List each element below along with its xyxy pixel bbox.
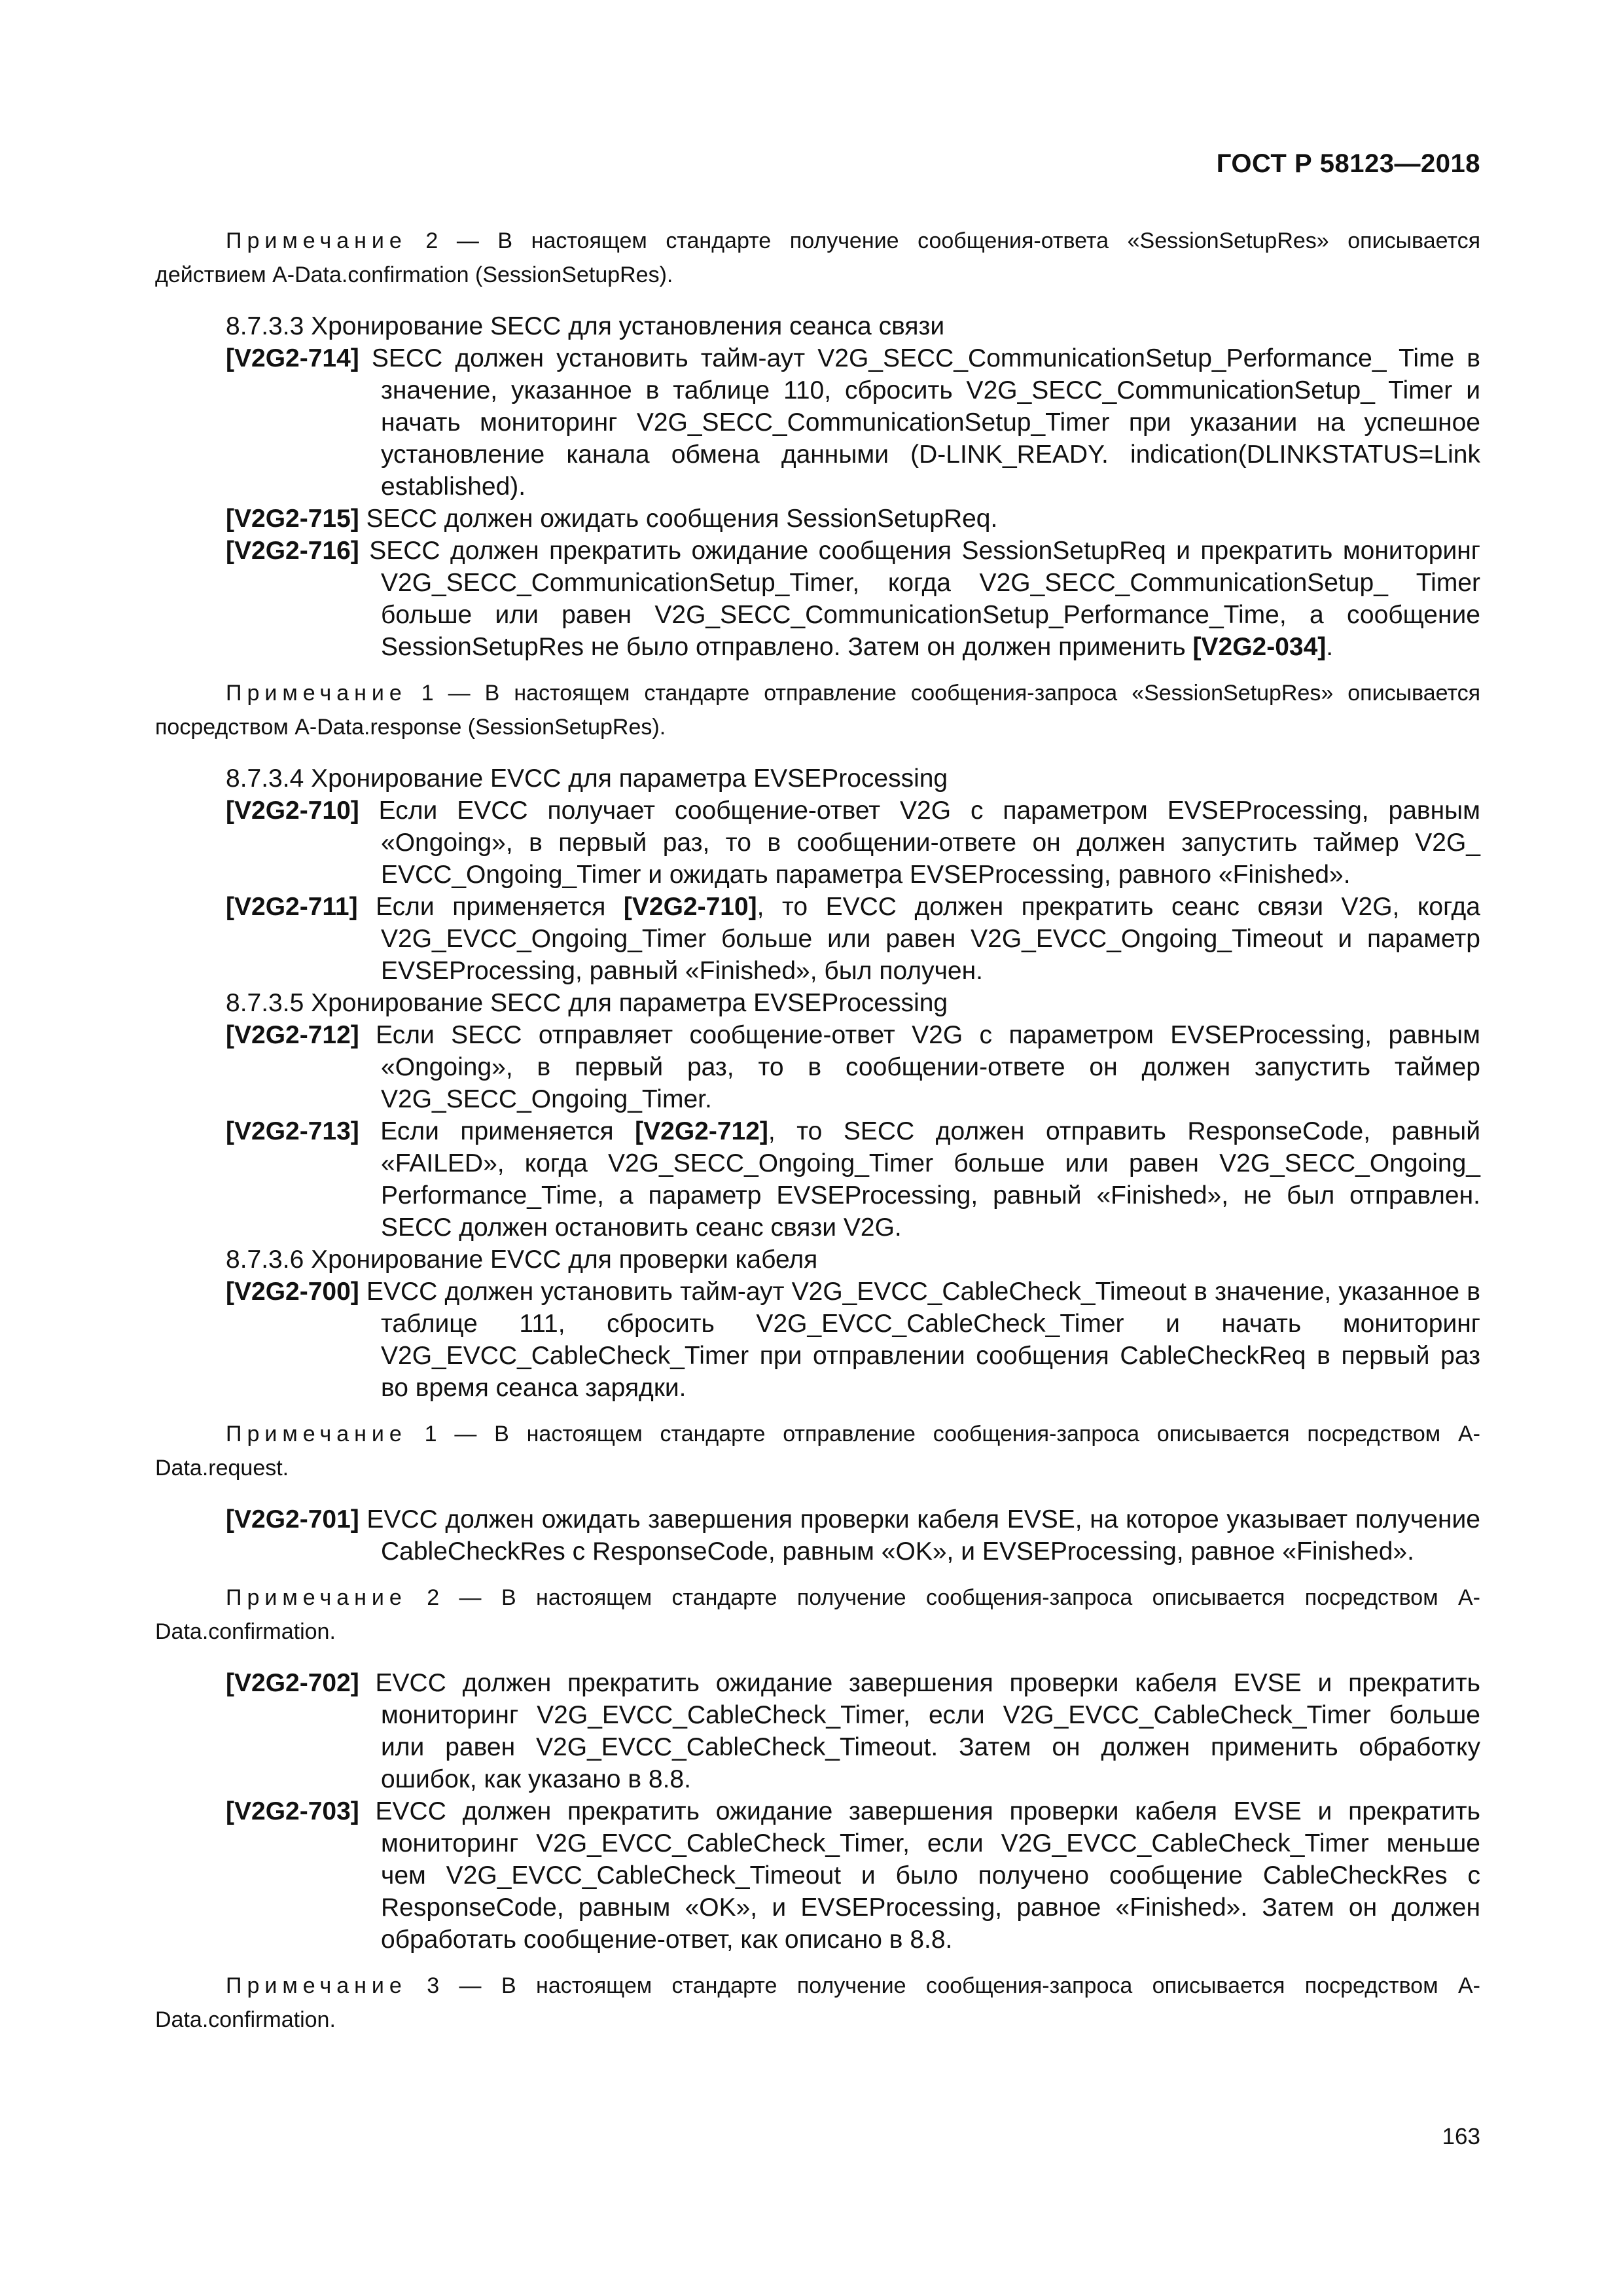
requirement-tail: , то EVCC должен прекратить сеанс связи V2G, когда V2G_EVCC_Ongoing_Timer больше или равен V2G_EVCC_Ongoing_Timeout и параметр EVSEProcessing, равный «Finished», был получен. (381, 893, 1480, 985)
requirement-text: Если применяется (359, 1117, 635, 1145)
requirement-ref: [V2G2-034] (1192, 633, 1327, 661)
requirement-text: EVCC должен установить тайм-аут V2G_EVCC_CableCheck_Timeout в значение, указанное в таблице 111, сбросить V2G_EVCC_CableCheck_Timer и начать мониторинг V2G_EVCC_CableCheck_Timer при отправлении сообщения CableCheckReq в первый раз во время сеанса зарядки. (359, 1278, 1480, 1402)
requirement-text: SECC должен установить тайм-аут V2G_SECC_CommunicationSetup_Performance_ Time в значение, указанное в таблице 110, сбросить V2G_SECC_CommunicationSetup_ Timer и начать мониторинг V2G_SECC_CommunicationSetup_Timer при указании на успешное установление канала обмена данными (D-LINK_READY. indication(DLINKSTATUS=Link established). (359, 344, 1480, 501)
note-label: Примечание (226, 1585, 407, 1610)
requirement-id: [V2G2-711] (226, 893, 358, 921)
page-content (155, 224, 1480, 2037)
section-heading: 8.7.3.3 Хронирование SECC для установления сеанса связи (226, 312, 945, 340)
requirement-id: [V2G2-710] (226, 797, 359, 825)
standard-header: ГОСТ Р 58123—2018 (1216, 149, 1480, 178)
section-heading: 8.7.3.5 Хронирование SECC для параметра EVSEProcessing (226, 989, 948, 1017)
note-paragraph (155, 1969, 1480, 2037)
note-paragraph (155, 224, 1480, 292)
requirement-text: EVCC должен прекратить ожидание завершения проверки кабеля EVSE и прекратить мониторинг V2G_EVCC_CableCheck_Timer, если V2G_EVCC_CableCheck_Timer больше или равен V2G_EVCC_CableCheck_Timeout. Затем он должен применить обработку ошибок, как указано в 8.8. (359, 1669, 1480, 1793)
section-heading: 8.7.3.6 Хронирование EVCC для проверки кабеля (226, 1246, 818, 1274)
requirement (155, 1667, 1480, 1795)
page-number: 163 (1442, 2124, 1480, 2149)
requirement (155, 535, 1480, 663)
requirement-text: EVCC должен прекратить ожидание завершения проверки кабеля EVSE и прекратить мониторинг V2G_EVCC_CableCheck_Timer, если V2G_EVCC_CableCheck_Timer меньше чем V2G_EVCC_CableCheck_Timeout и было получено сообщение CableCheckRes с ResponseCode, равным «OK», и EVSEProcessing, равное «Finished». Затем он должен обработать сообщение-ответ, как описано в 8.8. (359, 1797, 1480, 1954)
requirement-tail: , то SECC должен отправить ResponseCode, равный «FAILED», когда V2G_SECC_Ongoing_Timer больше или равен V2G_SECC_Ongoing_ Performance_Time, а параметр EVSEProcessing, равный «Finished», не был отправлен. SECC должен остановить сеанс связи V2G. (381, 1117, 1480, 1242)
requirement-ref: [V2G2-710] (623, 893, 757, 921)
requirement (155, 891, 1480, 987)
requirement (155, 1276, 1480, 1404)
note-paragraph (155, 676, 1480, 744)
requirement (155, 1115, 1480, 1244)
note-label: Примечание (226, 228, 407, 253)
note-paragraph (155, 1581, 1480, 1649)
note-text: 1 — В настоящем стандарте отправление сообщения-запроса описывается посредством A-Data.request. (155, 1422, 1480, 1480)
requirement-text: SECC должен прекратить ожидание сообщения SessionSetupReq и прекратить мониторинг V2G_SECC_CommunicationSetup_Timer, когда V2G_SECC_CommunicationSetup_ Timer больше или равен V2G_SECC_CommunicationSetup_Performance_Time, а сообщение SessionSetupRes не было отправлено. Затем он должен применить (359, 537, 1480, 661)
requirement-text: SECC должен ожидать сообщения SessionSetupReq. (359, 505, 998, 533)
requirement-text: Если SECC отправляет сообщение-ответ V2G с параметром EVSEProcessing, равным «Ongoing», в первый раз, то в сообщении-ответе он должен запустить таймер V2G_SECC_Ongoing_Timer. (359, 1021, 1480, 1113)
requirement-text: EVCC должен ожидать завершения проверки кабеля EVSE, на которое указывает получение CableCheckRes с ResponseCode, равным «OK», и EVSEProcessing, равное «Finished». (359, 1505, 1480, 1566)
requirement-id: [V2G2-700] (226, 1278, 359, 1306)
note-text: 2 — В настоящем стандарте получение сообщения-ответа «SessionSetupRes» описывается действием A-Data.confirmation (SessionSetupRes). (155, 228, 1480, 287)
requirement (155, 795, 1480, 891)
requirement (155, 1503, 1480, 1568)
section-heading: 8.7.3.4 Хронирование EVCC для параметра EVSEProcessing (226, 764, 948, 793)
requirement-tail: . (1326, 633, 1334, 661)
requirement-id: [V2G2-713] (226, 1117, 359, 1145)
note-text: 2 — В настоящем стандарте получение сообщения-запроса описывается посредством A-Data.confirmation. (155, 1585, 1480, 1644)
note-text: 1 — В настоящем стандарте отправление сообщения-запроса «SessionSetupRes» описывается посредством A-Data.response (SessionSetupRes). (155, 681, 1480, 740)
requirement-id: [V2G2-712] (226, 1021, 359, 1049)
note-paragraph (155, 1417, 1480, 1485)
requirement-id: [V2G2-701] (226, 1505, 359, 1534)
requirement (155, 1795, 1480, 1956)
requirement-id: [V2G2-715] (226, 505, 359, 533)
requirement-id: [V2G2-702] (226, 1669, 359, 1697)
note-label: Примечание (226, 1973, 407, 1998)
note-text: 3 — В настоящем стандарте получение сообщения-запроса описывается посредством A-Data.confirmation. (155, 1973, 1480, 2032)
requirement (155, 503, 1480, 535)
requirement (155, 1019, 1480, 1115)
requirement-ref: [V2G2-712] (635, 1117, 768, 1145)
requirement-id: [V2G2-716] (226, 537, 359, 565)
requirement-text: Если EVCC получает сообщение-ответ V2G с параметром EVSEProcessing, равным «Ongoing», в первый раз, то в сообщении-ответе он должен запустить таймер V2G_ EVCC_Ongoing_Timer и ожидать параметра EVSEProcessing, равного «Finished». (359, 797, 1480, 889)
note-label: Примечание (226, 1422, 407, 1446)
requirement (155, 342, 1480, 503)
requirement-id: [V2G2-714] (226, 344, 359, 372)
requirement-id: [V2G2-703] (226, 1797, 359, 1825)
requirement-text: Если применяется (357, 893, 624, 921)
note-label: Примечание (226, 681, 407, 706)
